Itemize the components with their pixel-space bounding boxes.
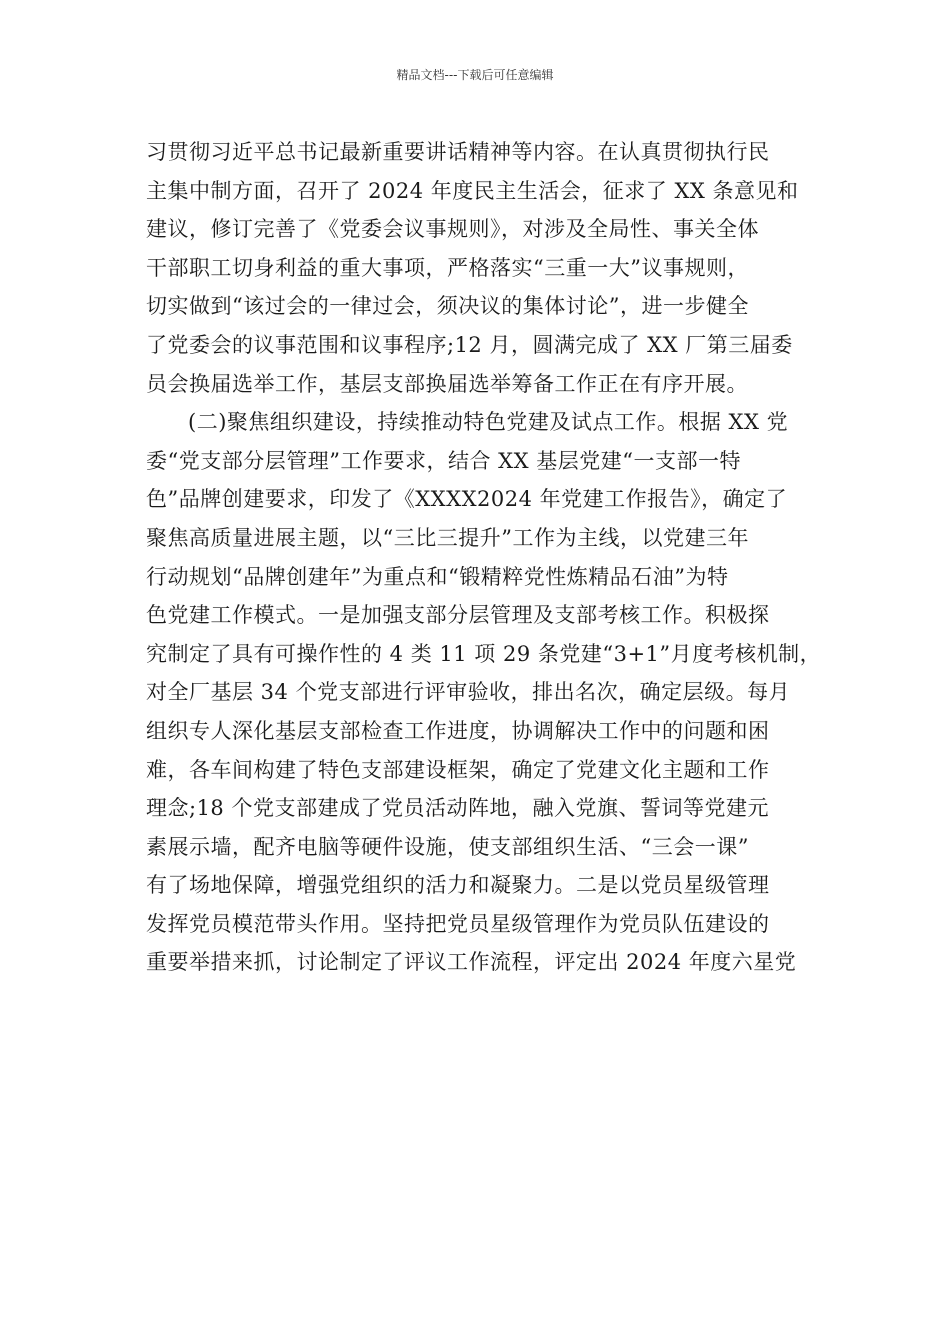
text-line: 发挥党员模范带头作用。坚持把党员星级管理作为党员队伍建设的 <box>146 911 770 936</box>
text-line: 理念;18 个党支部建成了党员活动阵地，融入党旗、誓词等党建元 <box>146 796 769 821</box>
text-line: 对全厂基层 34 个党支部进行评审验收，排出名次，确定层级。每月 <box>146 680 791 705</box>
text-line: 了党委会的议事范围和议事程序;12 月，圆满完成了 XX 厂第三届委 <box>146 332 793 357</box>
text-line: 干部职工切身利益的重大事项，严格落实“三重一大”议事规则， <box>146 255 749 280</box>
document-body <box>146 133 822 982</box>
text-line: 习贯彻习近平总书记最新重要讲话精神等内容。在认真贯彻执行民 <box>146 140 770 164</box>
text-line: 色”品牌创建要求，印发了《XXXX2024 年党建工作报告》，确定了 <box>146 487 788 512</box>
text-line: 有了场地保障，增强党组织的活力和凝聚力。二是以党员星级管理 <box>146 873 770 898</box>
text-line: 组织专人深化基层支部检查工作进度，协调解决工作中的问题和困 <box>146 718 770 743</box>
text-line: 委“党支部分层管理”工作要求，结合 XX 基层党建“一支部一特 <box>146 448 741 473</box>
text-line: 聚焦高质量进展主题，以“三比三提升”工作为主线，以党建三年 <box>146 525 749 550</box>
text-line: 难，各车间构建了特色支部建设框架，确定了党建文化主题和工作 <box>146 757 770 782</box>
page-header: 精品文档---下载后可任意编辑 <box>396 68 554 82</box>
text-line: 色党建工作模式。一是加强支部分层管理及支部考核工作。积极探 <box>146 603 770 628</box>
paragraph-start-line: (二)聚焦组织建设，持续推动特色党建及试点工作。根据 XX 党 <box>188 410 789 435</box>
text-line: 主集中制方面，召开了 2024 年度民主生活会，征求了 XX 条意见和 <box>146 178 799 203</box>
text-line: 建议，修订完善了《党委会议事规则》，对涉及全局性、事关全体 <box>146 217 759 242</box>
text-line: 员会换届选举工作，基层支部换届选举筹备工作正在有序开展。 <box>146 371 748 396</box>
text-line: 究制定了具有可操作性的 4 类 11 项 29 条党建“3+1”月度考核机制， <box>146 641 822 666</box>
text-line: 重要举措来抓，讨论制定了评议工作流程，评定出 2024 年度六星党 <box>146 950 797 975</box>
text-line: 切实做到“该过会的一律过会，须决议的集体讨论”，进一步健全 <box>146 294 749 319</box>
text-line: 素展示墙，配齐电脑等硬件设施，使支部组织生活、“三会一课” <box>146 834 749 859</box>
text-line: 行动规划“品牌创建年”为重点和“锻精粹党性炼精品石油”为特 <box>146 564 729 589</box>
